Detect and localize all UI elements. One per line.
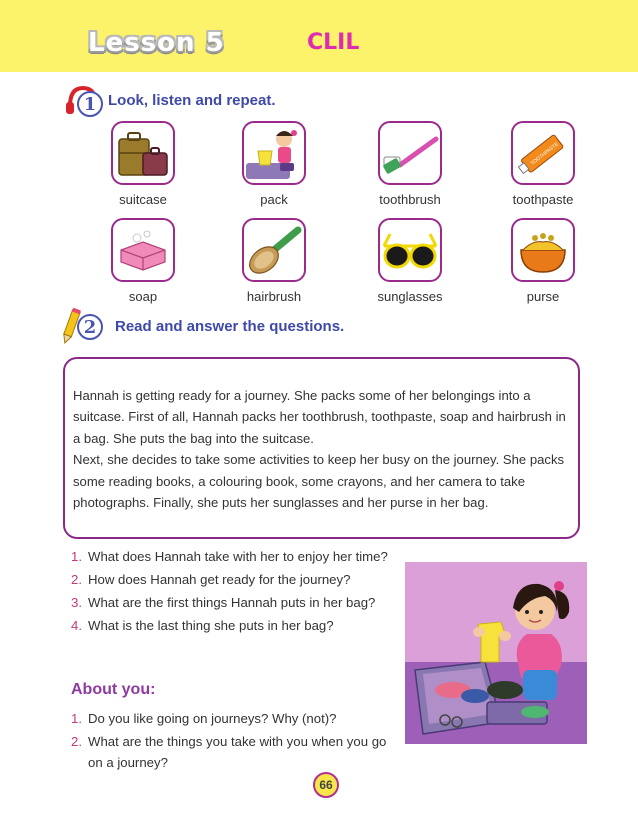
question-text: What are the first things Hannah puts in her bag? (88, 595, 376, 610)
section-1-title: Look, listen and repeat. (108, 92, 276, 109)
question-number: 4. (71, 618, 82, 633)
vocab-label: hairbrush (246, 289, 302, 304)
question-item (71, 731, 401, 773)
question-text: Do you like going on journeys? Why (not)? (88, 711, 337, 726)
question-item (71, 615, 401, 636)
question-number: 1. (71, 711, 82, 726)
girl-packing-illustration (405, 562, 587, 744)
vocab-label: suitcase (119, 192, 167, 207)
vocab-label: pack (260, 192, 288, 207)
about-you-list (71, 708, 401, 775)
vocab-card-toothbrush[interactable] (365, 121, 455, 207)
soap-icon (113, 220, 173, 280)
section-1-number: 1 (77, 91, 103, 117)
question-text: What does Hannah take with her to enjoy her time? (88, 549, 388, 564)
vocab-label: purse (526, 289, 560, 304)
vocab-card-pack[interactable] (229, 121, 319, 207)
vocab-card-suitcase[interactable] (98, 121, 188, 207)
vocab-label: toothpaste (512, 192, 574, 207)
section-2-title: Read and answer the questions. (115, 318, 345, 335)
lesson-title: Lesson 5 (88, 28, 225, 58)
vocab-label: sunglasses (377, 289, 443, 304)
vocab-card-sunglasses[interactable] (365, 218, 455, 304)
vocab-card-hairbrush[interactable] (229, 218, 319, 304)
question-number: 2. (71, 734, 82, 749)
section-2-number: 2 (77, 314, 103, 340)
question-list (71, 546, 401, 638)
vocab-label: toothbrush (379, 192, 441, 207)
sunglasses-icon (380, 220, 440, 280)
toothbrush-icon (380, 123, 440, 183)
hairbrush-icon (244, 220, 304, 280)
subject-label: CLIL (307, 30, 360, 55)
reading-paragraph: Next, she decides to take some activities to keep her busy on the journey. She packs some reading books, a colouring book, some crayons, and her camera to take photographs. Finally, she puts her sunglasses and her purse in her bag. (73, 452, 565, 511)
question-item (71, 708, 401, 729)
reading-paragraph: Hannah is getting ready for a journey. She packs some of her belongings into a suitcase. First of all, Hannah packs her toothbrush, toothpaste, soap and hairbrush in a bag. She puts the bag into the suitcase. (73, 388, 566, 446)
girl-packing-icon (244, 123, 304, 183)
about-you-heading: About you: (71, 681, 156, 698)
reading-passage (63, 357, 580, 539)
suitcase-icon (113, 123, 173, 183)
vocab-card-purse[interactable] (498, 218, 588, 304)
question-item (71, 546, 401, 567)
vocab-label: soap (128, 289, 158, 304)
vocab-card-toothpaste[interactable] (498, 121, 588, 207)
question-number: 3. (71, 595, 82, 610)
question-number: 2. (71, 572, 82, 587)
question-number: 1. (71, 549, 82, 564)
purse-icon (513, 220, 573, 280)
page-number: 66 (313, 772, 339, 798)
question-item (71, 592, 401, 613)
question-item (71, 569, 401, 590)
toothpaste-tube-text: TOOTHPASTE (529, 141, 560, 167)
question-text: What are the things you take with you when you go on a journey? (88, 734, 387, 770)
question-text: How does Hannah get ready for the journey? (88, 572, 351, 587)
vocab-card-soap[interactable] (98, 218, 188, 304)
question-text: What is the last thing she puts in her bag? (88, 618, 334, 633)
toothpaste-icon (513, 123, 573, 183)
